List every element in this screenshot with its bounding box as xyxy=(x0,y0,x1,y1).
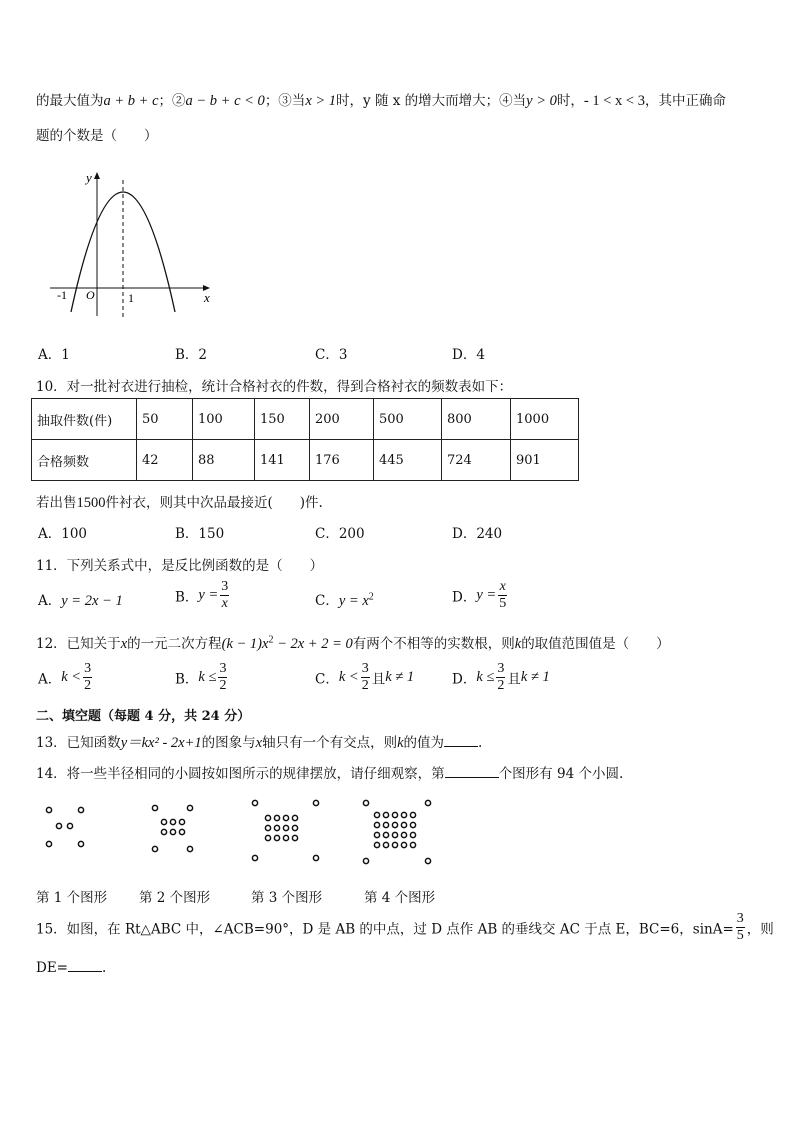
small-circle xyxy=(374,832,379,837)
small-circle xyxy=(363,800,368,805)
q14-line: 14．将一些半径相同的小圆按如图所示的规律摆放，请仔细观察，第 个图形有 94 个小圆. xyxy=(36,766,624,782)
q10-option-c: C．200 xyxy=(315,526,365,542)
small-circle xyxy=(401,812,406,817)
small-circle xyxy=(283,815,288,820)
table-cell: 100 xyxy=(193,399,255,440)
small-circle xyxy=(392,822,397,827)
table-row xyxy=(32,440,579,481)
section-title: 二、填空题（每题 4 分，共 24 分） xyxy=(36,709,251,724)
small-circle xyxy=(274,835,279,840)
small-circle xyxy=(78,807,83,812)
q9-line2: 题的个数是（ ） xyxy=(36,128,158,144)
small-circle xyxy=(410,822,415,827)
table-cell: 445 xyxy=(374,440,442,481)
table-cell: 901 xyxy=(511,440,579,481)
q9-item3-mark: ；③当 xyxy=(264,93,306,109)
x-label: x xyxy=(204,290,210,305)
small-circle xyxy=(392,842,397,847)
small-circle xyxy=(383,842,388,847)
table-cell: 200 xyxy=(310,399,374,440)
small-circle xyxy=(313,800,318,805)
small-circle xyxy=(292,815,297,820)
q15-line2: DE= . xyxy=(36,960,107,976)
q9-line1 xyxy=(36,89,726,110)
small-circle xyxy=(152,805,157,810)
small-circle xyxy=(283,825,288,830)
small-circle xyxy=(283,835,288,840)
q10-option-b: B．150 xyxy=(175,526,225,542)
circle-pattern-fig3 xyxy=(248,797,322,865)
small-circle xyxy=(401,832,406,837)
q9-cond3: x > 1 xyxy=(305,93,337,109)
answer-blank[interactable] xyxy=(68,971,102,972)
small-circle xyxy=(252,855,257,860)
table-cell: 1000 xyxy=(511,399,579,440)
table-cell: 42 xyxy=(137,440,193,481)
table-cell: 500 xyxy=(374,399,442,440)
small-circle xyxy=(46,841,51,846)
small-circle xyxy=(383,832,388,837)
small-circle xyxy=(392,832,397,837)
small-circle xyxy=(56,823,61,828)
q9-cond4: y > 0 xyxy=(526,93,557,109)
table-cell: 150 xyxy=(255,399,310,440)
one-label: 1 xyxy=(128,291,134,305)
q9-expr-max: a + b + c xyxy=(103,93,159,109)
y-axis-arrow xyxy=(94,172,100,179)
small-circle xyxy=(401,842,406,847)
small-circle xyxy=(410,842,415,847)
small-circle xyxy=(401,822,406,827)
q11-b-fraction: $\frac{3}{x}$ xyxy=(221,579,229,611)
small-circle xyxy=(46,807,51,812)
small-circle xyxy=(252,800,257,805)
small-circle xyxy=(363,858,368,863)
table-cell: 176 xyxy=(310,440,374,481)
small-circle xyxy=(265,815,270,820)
q9-text4b: ，其中正确命 xyxy=(644,93,726,109)
fig3-caption: 第 3 个图形 xyxy=(251,890,323,906)
small-circle xyxy=(67,823,72,828)
fig2-caption: 第 2 个图形 xyxy=(139,890,211,906)
table-cell: 50 xyxy=(137,399,193,440)
small-circle xyxy=(179,829,184,834)
answer-blank[interactable] xyxy=(444,746,478,747)
q12-option-b: B．k ≤ $\frac{3}{2}$ xyxy=(175,661,227,693)
small-circle xyxy=(292,835,297,840)
q12-stem: 12．已知关于x的一元二次方程$(k - 1)x^2 - 2x + 2 = 0$有两个不相等的实数根，则k的取值范围值是（ ） xyxy=(36,634,670,652)
fig1-caption: 第 1 个图形 xyxy=(36,890,108,906)
sinA-fraction: $\frac{3}{5}$ xyxy=(736,911,744,943)
q9-text-a: 的最大值为 xyxy=(36,93,104,109)
q9-parabola-graph xyxy=(44,164,224,324)
small-circle xyxy=(161,819,166,824)
small-circle xyxy=(383,822,388,827)
small-circle xyxy=(374,822,379,827)
small-circle xyxy=(170,819,175,824)
fig4-caption: 第 4 个图形 xyxy=(364,890,436,906)
q9-option-a: A．1 xyxy=(38,347,70,363)
circle-pattern-fig1 xyxy=(42,804,92,852)
small-circle xyxy=(274,825,279,830)
small-circle xyxy=(313,855,318,860)
q10-follow: 若出售1500件衬衣，则其中次品最接近( )件. xyxy=(36,495,323,511)
circle-pattern-fig2 xyxy=(148,802,200,858)
q9-expr2: a − b + c < 0 xyxy=(185,93,265,109)
q11-option-c: C．$y = x^2$ xyxy=(315,591,374,609)
q9-item2-mark: ；② xyxy=(158,93,186,109)
small-circle xyxy=(425,800,430,805)
small-circle xyxy=(383,812,388,817)
small-circle xyxy=(374,812,379,817)
q9-text3: 时，y 随 x 的增大而增大；④当 xyxy=(336,93,527,109)
q13-line: 13．已知函数y＝kx² - 2x+1的图象与x轴只有一个有交点，则k的值为 . xyxy=(36,735,483,751)
circle-pattern-fig4 xyxy=(358,797,436,869)
small-circle xyxy=(78,841,83,846)
q9-cond4b: - 1 < x < 3 xyxy=(583,93,645,109)
q12-option-d: D．k ≤ $\frac{3}{2}$ 且k ≠ 1 xyxy=(452,661,550,693)
small-circle xyxy=(187,846,192,851)
q9-option-c: C．3 xyxy=(315,347,348,363)
q9-option-d: D．4 xyxy=(452,347,485,363)
small-circle xyxy=(265,825,270,830)
small-circle xyxy=(152,846,157,851)
q11-option-a: A．y = 2x − 1 xyxy=(38,593,123,609)
small-circle xyxy=(374,842,379,847)
q15-line1: 15．如图，在 Rt△ABC 中，∠ACB=90°，D 是 AB 的中点，过 D 点作 AB 的垂线交 AC 于点 E，BC=6，sinA= $\frac{3}{5}$ ，则 xyxy=(36,911,774,943)
small-circle xyxy=(187,805,192,810)
q9-text4a: 时， xyxy=(556,93,584,109)
small-circle xyxy=(161,829,166,834)
q11-d-fraction: $\frac{x}{5}$ xyxy=(499,579,507,611)
q10-option-d: D．240 xyxy=(452,526,503,542)
table-header-cell: 抽取件数(件) xyxy=(32,399,137,440)
table-cell: 800 xyxy=(442,399,511,440)
small-circle xyxy=(392,812,397,817)
small-circle xyxy=(410,812,415,817)
q12-option-c: C．k < $\frac{3}{2}$ 且k ≠ 1 xyxy=(315,661,415,693)
q11-stem: 11．下列关系式中，是反比例函数的是（ ） xyxy=(36,558,324,574)
table-row xyxy=(32,399,579,440)
small-circle xyxy=(265,835,270,840)
q11-option-d: D．y = $\frac{x}{5}$ xyxy=(452,579,507,611)
neg1-label: -1 xyxy=(57,288,67,302)
q10-stem: 10．对一批衬衣进行抽检，统计合格衬衣的件数，得到合格衬衣的频数表如下： xyxy=(36,379,513,395)
small-circle xyxy=(179,819,184,824)
q11-option-b: B．y = $\frac{3}{x}$ xyxy=(175,579,229,611)
table-header-cell: 合格频数 xyxy=(32,440,137,481)
q10-option-a: A．100 xyxy=(38,526,88,542)
origin-label: O xyxy=(86,288,95,302)
answer-blank[interactable] xyxy=(445,777,499,778)
y-label: y xyxy=(86,170,92,185)
table-cell: 141 xyxy=(255,440,310,481)
q12-option-a: A．k < $\frac{3}{2}$ xyxy=(38,661,92,693)
small-circle xyxy=(170,829,175,834)
table-cell: 88 xyxy=(193,440,255,481)
q9-option-b: B．2 xyxy=(175,347,208,363)
small-circle xyxy=(425,858,430,863)
small-circle xyxy=(292,825,297,830)
small-circle xyxy=(410,832,415,837)
frequency-table xyxy=(31,398,579,481)
table-cell: 724 xyxy=(442,440,511,481)
small-circle xyxy=(274,815,279,820)
